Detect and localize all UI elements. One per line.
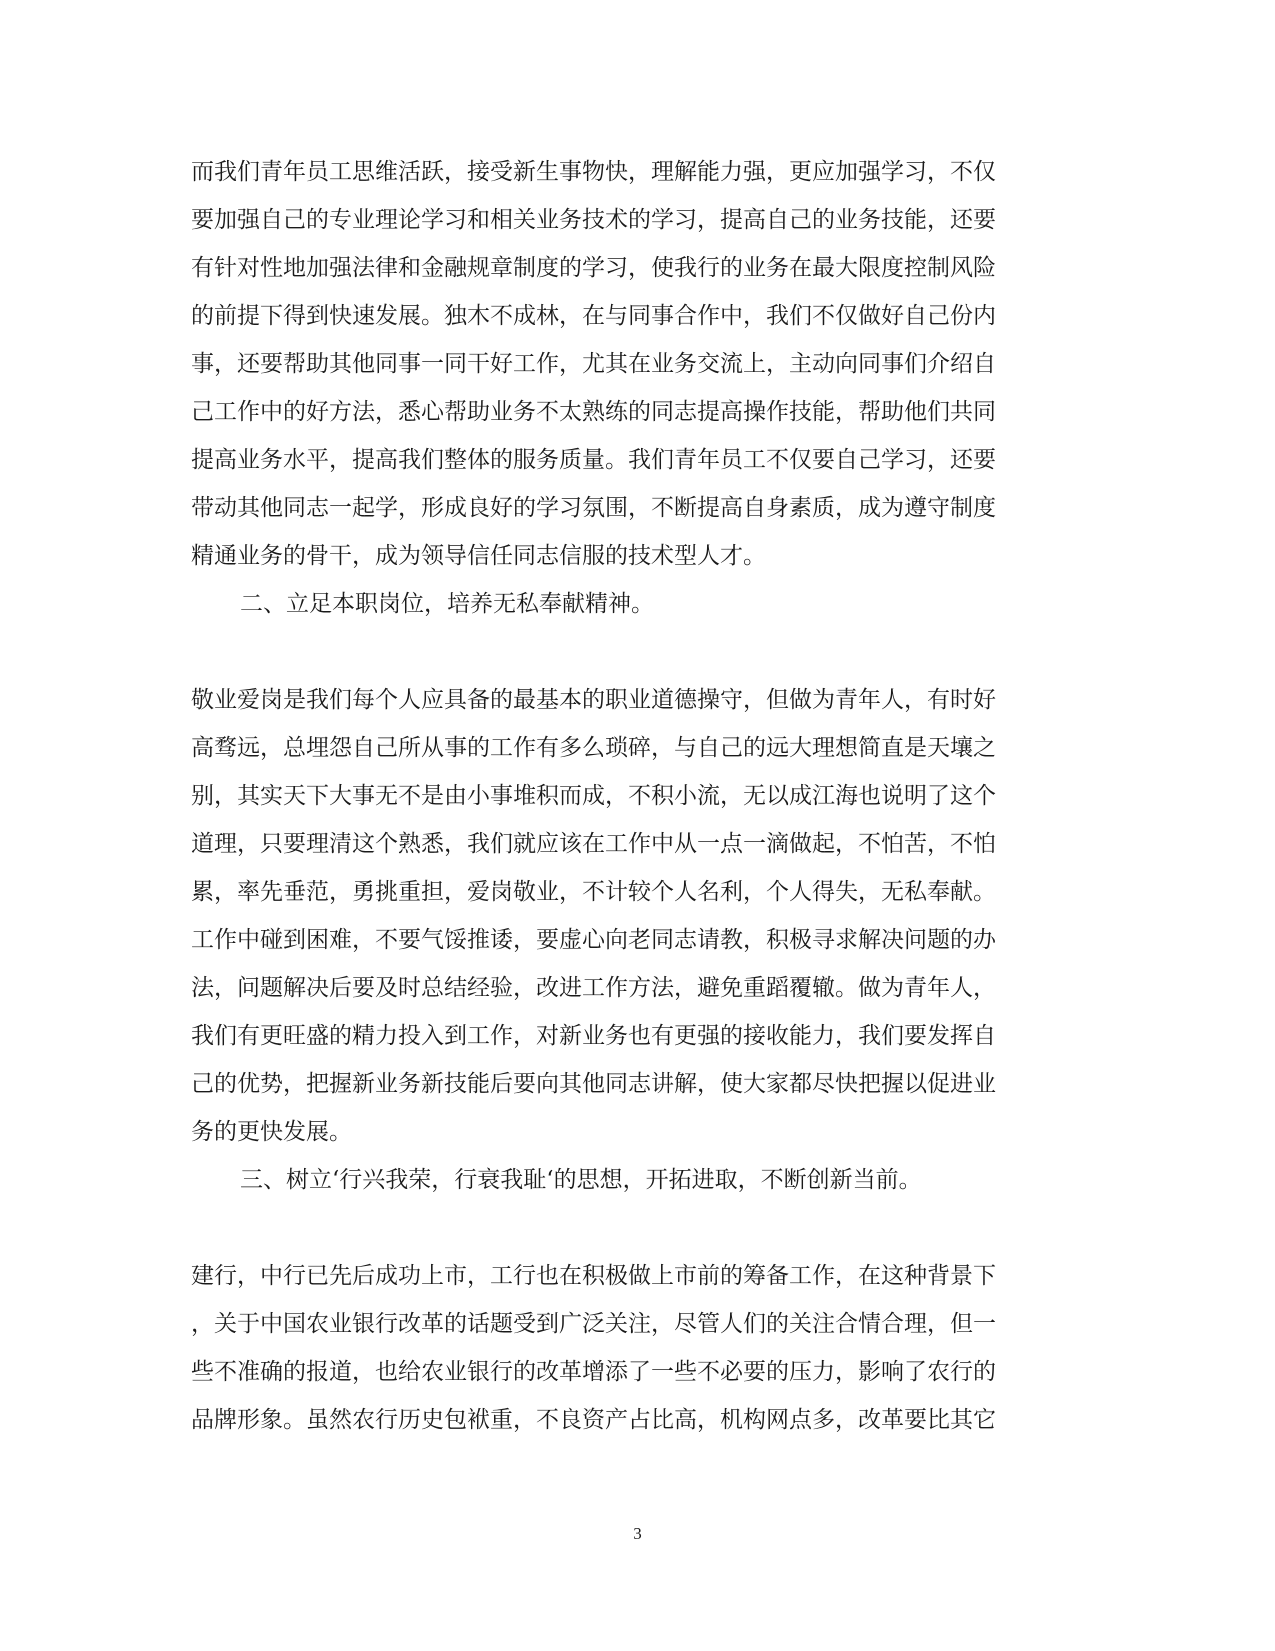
body-text-line: 要加强自己的专业理论学习和相关业务技术的学习，提高自己的业务技能，还要 (191, 207, 996, 233)
body-text-line: 我们有更旺盛的精力投入到工作，对新业务也有更强的接收能力，我们要发挥自 (191, 1023, 996, 1049)
body-text-line: 而我们青年员工思维活跃，接受新生事物快，理解能力强，更应加强学习，不仅 (191, 159, 996, 185)
body-text-line: 些不准确的报道，也给农业银行的改革增添了一些不必要的压力，影响了农行的 (191, 1359, 996, 1385)
body-text-line: ，关于中国农业银行改革的话题受到广泛关注，尽管人们的关注合情合理，但一 (191, 1311, 996, 1337)
page-number: 3 (633, 1524, 642, 1543)
body-text-line: 的前提下得到快速发展。独木不成林，在与同事合作中，我们不仅做好自己份内 (191, 303, 996, 329)
section-heading: 三、树立‘行兴我荣，行衰我耻‘的思想，开拓进取，不断创新当前。 (240, 1167, 922, 1193)
body-text-line: 法，问题解决后要及时总结经验，改进工作方法，避免重蹈覆辙。做为青年人， (191, 975, 996, 1001)
body-text-line: 敬业爱岗是我们每个人应具备的最基本的职业道德操守，但做为青年人，有时好 (191, 687, 996, 713)
body-text-line: 品牌形象。虽然农行历史包袱重，不良资产占比高，机构网点多，改革要比其它 (191, 1407, 996, 1433)
body-text-line: 道理，只要理清这个熟悉，我们就应该在工作中从一点一滴做起，不怕苦，不怕 (191, 831, 996, 857)
body-text-line: 别，其实天下大事无不是由小事堆积而成，不积小流，无以成江海也说明了这个 (191, 783, 996, 809)
body-text-line: 有针对性地加强法律和金融规章制度的学习，使我行的业务在最大限度控制风险 (191, 255, 996, 281)
body-text-line: 建行，中行已先后成功上市，工行也在积极做上市前的筹备工作，在这种背景下 (191, 1263, 996, 1289)
body-text-line: 精通业务的骨干，成为领导信任同志信服的技术型人才。 (191, 543, 766, 569)
body-text-line: 带动其他同志一起学，形成良好的学习氛围，不断提高自身素质，成为遵守制度 (191, 495, 996, 521)
body-text-line: 事，还要帮助其他同事一同干好工作，尤其在业务交流上，主动向同事们介绍自 (191, 351, 996, 377)
body-text-line: 工作中碰到困难，不要气馁推诿，要虚心向老同志请教，积极寻求解决问题的办 (191, 927, 996, 953)
body-text-line: 高骛远，总埋怨自己所从事的工作有多么琐碎，与自己的远大理想简直是天壤之 (191, 735, 996, 761)
body-text-line: 提高业务水平，提高我们整体的服务质量。我们青年员工不仅要自己学习，还要 (191, 447, 996, 473)
section-heading: 二、立足本职岗位，培养无私奉献精神。 (240, 591, 654, 617)
body-text-line: 己的优势，把握新业务新技能后要向其他同志讲解，使大家都尽快把握以促进业 (191, 1071, 996, 1097)
body-text-line: 累，率先垂范，勇挑重担，爱岗敬业，不计较个人名利，个人得失，无私奉献。 (191, 879, 996, 905)
body-text-line: 己工作中的好方法，悉心帮助业务不太熟练的同志提高操作技能，帮助他们共同 (191, 399, 996, 425)
body-text-line: 务的更快发展。 (191, 1119, 352, 1145)
